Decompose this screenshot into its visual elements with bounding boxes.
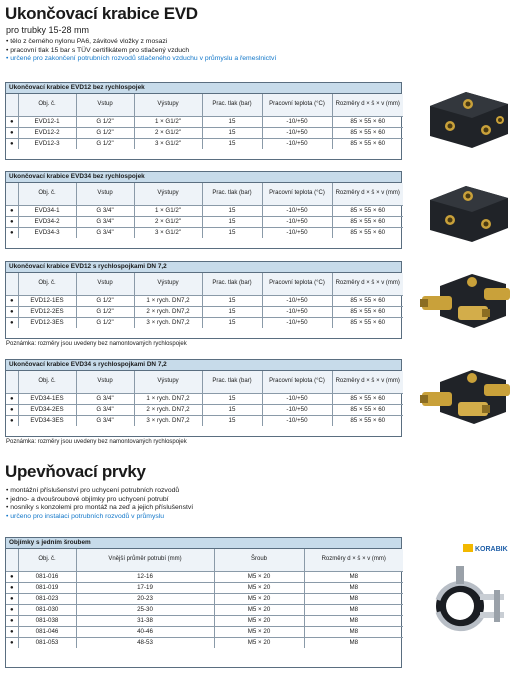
cell: 081-023 <box>18 594 76 605</box>
col-dot <box>6 183 18 206</box>
cell: -10/+50 <box>262 394 332 405</box>
table-evd34 <box>5 171 402 249</box>
cell: EVD12-2ES <box>18 307 76 318</box>
pipe-clamp-image <box>420 560 515 645</box>
col-dot <box>6 273 18 296</box>
cell: 40-46 <box>76 627 214 638</box>
table-row <box>6 605 403 616</box>
row-bullet: ● <box>6 405 18 416</box>
cell: G 1/2" <box>76 296 134 307</box>
cell: 25-30 <box>76 605 214 616</box>
row-bullet: ● <box>6 217 18 228</box>
table-evd12-es <box>5 261 402 339</box>
row-bullet: ● <box>6 605 18 616</box>
cell: 081-038 <box>18 616 76 627</box>
cell: 31-38 <box>76 616 214 627</box>
bullet-item-highlight: • určené pro zakončení potrubních rozvodů stlačeného vzduchu v průmyslu a řemeslnictví <box>6 55 276 64</box>
bullet-item: • nosníky s konzolemi pro montáž na zeď a jejich příslušenství <box>6 504 193 513</box>
cell: M8 <box>304 572 403 583</box>
col-screw: Šroub <box>214 549 304 572</box>
col-dims: Rozměry d × š × v (mm) <box>332 371 403 394</box>
cell: 081-030 <box>18 605 76 616</box>
table-title: Ukončovací krabice EVD34 bez rychlospojek <box>6 172 401 183</box>
col-outlets: Výstupy <box>134 94 202 117</box>
col-dims: Rozměry d × š × v (mm) <box>332 273 403 296</box>
col-dot <box>6 371 18 394</box>
cell: 85 × 55 × 60 <box>332 307 403 318</box>
cell: 15 <box>202 128 262 139</box>
table-row <box>6 616 403 627</box>
row-bullet: ● <box>6 594 18 605</box>
cell: M5 × 20 <box>214 594 304 605</box>
cell: 15 <box>202 206 262 217</box>
cell: -10/+50 <box>262 128 332 139</box>
cell: G 1/2" <box>76 128 134 139</box>
col-diameter: Vnější průměr potrubí (mm) <box>76 549 214 572</box>
korabik-logo <box>463 542 511 554</box>
table-row <box>6 318 403 329</box>
cell: 1 × G1/2" <box>134 117 202 128</box>
cell: -10/+50 <box>262 206 332 217</box>
col-inlet: Vstup <box>76 371 134 394</box>
cell: 15 <box>202 416 262 427</box>
col-temp: Pracovní teplota (°C) <box>262 371 332 394</box>
bullet-item: • tělo z černého nylonu PA6, závitové vložky z mosazi <box>6 38 276 47</box>
section2-bullets <box>6 487 193 521</box>
cell: EVD34-1 <box>18 206 76 217</box>
row-bullet: ● <box>6 638 18 649</box>
cell: 48-53 <box>76 638 214 649</box>
cell: G 3/4" <box>76 228 134 239</box>
cell: M5 × 20 <box>214 627 304 638</box>
cell: 15 <box>202 307 262 318</box>
cell: 2 × rych. DN7,2 <box>134 307 202 318</box>
evd-box-image <box>420 178 515 248</box>
table-note: Poznámka: rozměry jsou uvedeny bez namontovaných rychlospojek <box>6 439 187 445</box>
col-dims: Rozměry d × š × v (mm) <box>332 94 403 117</box>
cell: 85 × 55 × 60 <box>332 217 403 228</box>
col-temp: Pracovní teplota (°C) <box>262 94 332 117</box>
cell: EVD12-1ES <box>18 296 76 307</box>
table-title: Ukončovací krabice EVD34 s rychlospojkami DN 7,2 <box>6 360 401 371</box>
col-pressure: Prac. tlak (bar) <box>202 371 262 394</box>
table-row <box>6 627 403 638</box>
cell: EVD34-3 <box>18 228 76 239</box>
cell: -10/+50 <box>262 139 332 150</box>
col-temp: Pracovní teplota (°C) <box>262 183 332 206</box>
row-bullet: ● <box>6 139 18 150</box>
table-row <box>6 416 403 427</box>
cell: 15 <box>202 394 262 405</box>
cell: M5 × 20 <box>214 616 304 627</box>
cell: -10/+50 <box>262 117 332 128</box>
cell: 081-046 <box>18 627 76 638</box>
col-order: Obj. č. <box>18 183 76 206</box>
cell: 081-016 <box>18 572 76 583</box>
table-note: Poznámka: rozměry jsou uvedeny bez namontovaných rychlospojek <box>6 341 187 347</box>
cell: G 1/2" <box>76 318 134 329</box>
table-row <box>6 307 403 318</box>
cell: 12-16 <box>76 572 214 583</box>
col-outlets: Výstupy <box>134 273 202 296</box>
cell: 85 × 55 × 60 <box>332 228 403 239</box>
table-row <box>6 296 403 307</box>
evd-box-coupler-image <box>420 362 515 434</box>
section2-title: Upevňovací prvky <box>5 462 146 481</box>
cell: -10/+50 <box>262 217 332 228</box>
cell: 85 × 55 × 60 <box>332 206 403 217</box>
cell: M8 <box>304 605 403 616</box>
table-row <box>6 394 403 405</box>
cell: -10/+50 <box>262 405 332 416</box>
cell: M8 <box>304 616 403 627</box>
col-order: Obj. č. <box>18 273 76 296</box>
cell: 081-053 <box>18 638 76 649</box>
cell: G 1/2" <box>76 307 134 318</box>
cell: -10/+50 <box>262 307 332 318</box>
table-row <box>6 217 403 228</box>
table-evd12 <box>5 82 402 160</box>
row-bullet: ● <box>6 627 18 638</box>
cell: 85 × 55 × 60 <box>332 318 403 329</box>
cell: 1 × G1/2" <box>134 206 202 217</box>
cell: G 3/4" <box>76 394 134 405</box>
cell: 081-019 <box>18 583 76 594</box>
cell: EVD34-2ES <box>18 405 76 416</box>
table-clamps <box>5 537 402 668</box>
table-title: Objímky s jedním šroubem <box>6 538 401 549</box>
col-inlet: Vstup <box>76 273 134 296</box>
col-inlet: Vstup <box>76 183 134 206</box>
cell: 3 × G1/2" <box>134 139 202 150</box>
cell: 3 × rych. DN7,2 <box>134 416 202 427</box>
cell: G 3/4" <box>76 206 134 217</box>
cell: G 3/4" <box>76 416 134 427</box>
row-bullet: ● <box>6 296 18 307</box>
cell: M8 <box>304 627 403 638</box>
cell: EVD34-2 <box>18 217 76 228</box>
table-row <box>6 405 403 416</box>
col-inlet: Vstup <box>76 94 134 117</box>
svg-text:KORABIK: KORABIK <box>475 546 508 553</box>
cell: 1 × rych. DN7,2 <box>134 296 202 307</box>
col-pressure: Prac. tlak (bar) <box>202 94 262 117</box>
col-order: Obj. č. <box>18 371 76 394</box>
row-bullet: ● <box>6 228 18 239</box>
cell: M5 × 20 <box>214 572 304 583</box>
row-bullet: ● <box>6 318 18 329</box>
cell: 85 × 55 × 60 <box>332 128 403 139</box>
table-evd34-es <box>5 359 402 437</box>
bullet-item: • jedno- a dvoušroubové objímky pro uchycení potrubí <box>6 496 193 505</box>
bullet-item: • montážní příslušenství pro uchycení potrubních rozvodů <box>6 487 193 496</box>
section1-title: Ukončovací krabice EVD <box>5 4 198 23</box>
cell: 15 <box>202 296 262 307</box>
section1-bullets <box>6 38 276 64</box>
row-bullet: ● <box>6 206 18 217</box>
cell: 85 × 55 × 60 <box>332 296 403 307</box>
row-bullet: ● <box>6 394 18 405</box>
cell: M5 × 20 <box>214 605 304 616</box>
cell: EVD12-2 <box>18 128 76 139</box>
row-bullet: ● <box>6 117 18 128</box>
bullet-item: • pracovní tlak 15 bar s TÜV certifikátem pro stlačený vzduch <box>6 47 276 56</box>
cell: -10/+50 <box>262 318 332 329</box>
cell: -10/+50 <box>262 416 332 427</box>
table-row <box>6 228 403 239</box>
col-order: Obj. č. <box>18 549 76 572</box>
table-row <box>6 128 403 139</box>
col-dot <box>6 94 18 117</box>
row-bullet: ● <box>6 572 18 583</box>
cell: 2 × G1/2" <box>134 217 202 228</box>
cell: 85 × 55 × 60 <box>332 405 403 416</box>
table-row <box>6 583 403 594</box>
table-row <box>6 594 403 605</box>
cell: EVD34-1ES <box>18 394 76 405</box>
cell: M8 <box>304 638 403 649</box>
cell: 15 <box>202 228 262 239</box>
row-bullet: ● <box>6 583 18 594</box>
col-dims: Rozměry d × š × v (mm) <box>304 549 403 572</box>
cell: 15 <box>202 117 262 128</box>
cell: 85 × 55 × 60 <box>332 394 403 405</box>
cell: 3 × rych. DN7,2 <box>134 318 202 329</box>
cell: 15 <box>202 405 262 416</box>
cell: 85 × 55 × 60 <box>332 117 403 128</box>
col-temp: Pracovní teplota (°C) <box>262 273 332 296</box>
cell: 85 × 55 × 60 <box>332 416 403 427</box>
cell: 2 × G1/2" <box>134 128 202 139</box>
cell: 20-23 <box>76 594 214 605</box>
row-bullet: ● <box>6 416 18 427</box>
cell: EVD12-3ES <box>18 318 76 329</box>
col-order: Obj. č. <box>18 94 76 117</box>
col-outlets: Výstupy <box>134 371 202 394</box>
row-bullet: ● <box>6 307 18 318</box>
col-pressure: Prac. tlak (bar) <box>202 273 262 296</box>
cell: G 3/4" <box>76 217 134 228</box>
cell: 15 <box>202 217 262 228</box>
cell: 17-19 <box>76 583 214 594</box>
cell: 15 <box>202 318 262 329</box>
cell: -10/+50 <box>262 228 332 239</box>
bullet-item-highlight: • určeno pro instalaci potrubních rozvodů v průmyslu <box>6 513 193 522</box>
cell: 3 × G1/2" <box>134 228 202 239</box>
table-row <box>6 139 403 150</box>
table-row <box>6 638 403 649</box>
cell: G 1/2" <box>76 139 134 150</box>
col-outlets: Výstupy <box>134 183 202 206</box>
cell: G 1/2" <box>76 117 134 128</box>
cell: 85 × 55 × 60 <box>332 139 403 150</box>
cell: M8 <box>304 594 403 605</box>
table-title: Ukončovací krabice EVD12 s rychlospojkami DN 7,2 <box>6 262 401 273</box>
cell: 15 <box>202 139 262 150</box>
cell: EVD12-1 <box>18 117 76 128</box>
cell: M5 × 20 <box>214 583 304 594</box>
section1-subtitle: pro trubky 15-28 mm <box>6 25 90 35</box>
row-bullet: ● <box>6 616 18 627</box>
cell: M8 <box>304 583 403 594</box>
cell: M5 × 20 <box>214 638 304 649</box>
cell: 1 × rych. DN7,2 <box>134 394 202 405</box>
cell: 2 × rych. DN7,2 <box>134 405 202 416</box>
evd-box-image <box>420 84 515 154</box>
cell: -10/+50 <box>262 296 332 307</box>
col-dot <box>6 549 18 572</box>
col-pressure: Prac. tlak (bar) <box>202 183 262 206</box>
row-bullet: ● <box>6 128 18 139</box>
table-row <box>6 117 403 128</box>
table-row <box>6 572 403 583</box>
evd-box-coupler-image <box>420 266 515 338</box>
table-title: Ukončovací krabice EVD12 bez rychlospojek <box>6 83 401 94</box>
table-row <box>6 206 403 217</box>
cell: EVD34-3ES <box>18 416 76 427</box>
col-dims: Rozměry d × š × v (mm) <box>332 183 403 206</box>
cell: G 3/4" <box>76 405 134 416</box>
cell: EVD12-3 <box>18 139 76 150</box>
